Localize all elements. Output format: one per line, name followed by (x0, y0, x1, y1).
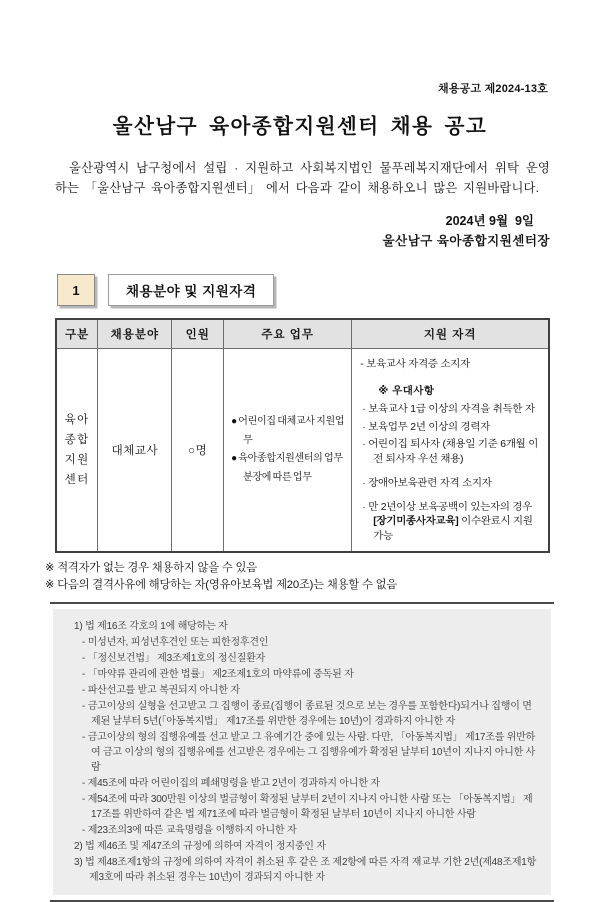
preferred-title: ※ 우대사항 (378, 386, 435, 398)
intro-paragraph: 울산광역시 남구청에서 설립 · 지원하고 사회복지법인 물푸레복지재단에서 위탁 운영하는 「울산남구 육아종합지원센터」 에서 다음과 같이 채용하오니 많은 지원바랍니다. (55, 161, 550, 195)
header-qualification: 지원 자격 (352, 319, 549, 349)
disqualification-item: - 제23조의3에 따른 교육명령을 이행하지 아니한 자 (82, 824, 297, 836)
duty-item: ● 육아종합지원센터의 업무 분장에 따른 업무 (231, 453, 343, 483)
qual-extra-text: 이수완료시 지원 가능 (373, 516, 533, 543)
preferred-item: · 보육업무 2년 이상의 경력자 (362, 421, 491, 433)
footnote: ※ 다음의 결격사유에 해당하는 자(영유아보육법 제20조)는 채용할 수 없음 (45, 578, 398, 591)
preferred-item: · 보육교사 1급 이상의 자격을 취득한 자 (362, 403, 535, 415)
recruitment-table (55, 318, 550, 553)
disqualification-item: - 파산선고를 받고 복권되지 아니한 자 (82, 684, 240, 696)
notice-number: 채용공고 제2024-13호 (438, 83, 548, 95)
cell-count: ○명 (172, 349, 224, 552)
disqualification-item: - 금고이상의 실형을 선고받고 그 집행이 종료(집행이 종료된 것으로 보는 경우를 포함한다)되거나 집행이 면제된 날부터 5년(「아동복지법」 제17조를 위반한 경우에는 10년)이 경과하지 아니한 자 (82, 700, 532, 727)
cell-duties (224, 349, 352, 552)
cell-qualification (352, 349, 549, 552)
disqualification-item: - 「마약류 관리에 관한 법률」 제2조제1호의 마약류에 중독된 자 (82, 668, 354, 680)
cell-field: 대체교사 (98, 349, 172, 552)
section-number-box: 1 (57, 274, 95, 306)
disqualification-item: 2) 법 제46조 및 제47조의 규정에 의하여 자격이 정지중인 자 (74, 840, 326, 852)
qualification-extra: · 장애아보육관련 자격 소지자 (362, 477, 492, 489)
footnotes (45, 560, 600, 594)
disqualification-item: 1) 법 제16조 각호의 1에 해당하는 자 (74, 620, 228, 632)
signer: 울산남구 육아종합지원센터장 (382, 234, 550, 249)
table-header-row (56, 319, 549, 349)
qualification-cert: - 보육교사 자격증 소지자 (360, 359, 470, 371)
header-duties: 주요 업무 (224, 319, 352, 349)
disqualification-item: - 미성년자, 피성년후견인 또는 피한정후견인 (82, 636, 269, 648)
section-title: 채용분야 및 지원자격 (108, 274, 274, 306)
disqualification-item: - 「정신보건법」 제3조제1호의 정신질환자 (82, 652, 266, 664)
preferred-item: · 어린이집 퇴사자 (채용일 기준 6개월 이전 퇴사자 우선 채용) (362, 439, 539, 466)
section-1-header (57, 274, 600, 306)
disqualification-item: - 제54조에 따라 300만원 이상의 벌금형이 확정된 날부터 2년이 지나지 아니한 사람 또는 「아동복지법」 제17조를 위반하여 같은 법 제71조에 따라 벌금형이 확정된 날부터 10년이 지나지 아니한 사람 (82, 793, 533, 820)
cell-category: 육아 종합 지원 센터 (56, 349, 98, 552)
duty-item: ● 어린이집 대체교사 지원업무 (231, 416, 345, 446)
header-count: 인원 (172, 319, 224, 349)
table-row (56, 349, 549, 552)
qualification-extra (360, 501, 542, 545)
page-title: 울산남구 육아종합지원센터 채용 공고 (112, 115, 488, 138)
disqualification-item: - 금고이상의 형의 집행유예를 선고 받고 그 유예기간 중에 있는 사람. 다만, 「아동복지법」 제17조를 위반하여 금고 이상의 형의 집행유예를 선고받은 경우에는 그 집행유예가 확정된 날부터 10년이 지나지 아니한 사람 (82, 731, 536, 773)
disqualification-item: - 제45조에 따라 어린이집의 폐쇄명령을 받고 2년이 경과하지 아니한 자 (82, 777, 380, 789)
disqualification-item: 3) 법 제48조제1항의 규정에 의하여 자격이 취소된 후 같은 조 제2항에 따른 자격 재교부 기한 2년(제48조제1항제3호에 따라 취소된 경우는 10년)이 경과되지 아니한 자 (74, 856, 537, 883)
header-field: 채용분야 (98, 319, 172, 349)
announcement-date: 2024년 9월 9일 (445, 214, 534, 229)
qual-extra-bold-text: [장기미종사자교육] (373, 516, 459, 528)
disqualification-list (53, 609, 551, 895)
header-category: 구분 (56, 319, 98, 349)
qual-extra-text: · 만 2년이상 보육공백이 있는자의 경우 (362, 501, 533, 513)
footnote: ※ 적격자가 없는 경우 채용하지 않을 수 있음 (45, 562, 257, 574)
disqualification-box (50, 602, 554, 902)
